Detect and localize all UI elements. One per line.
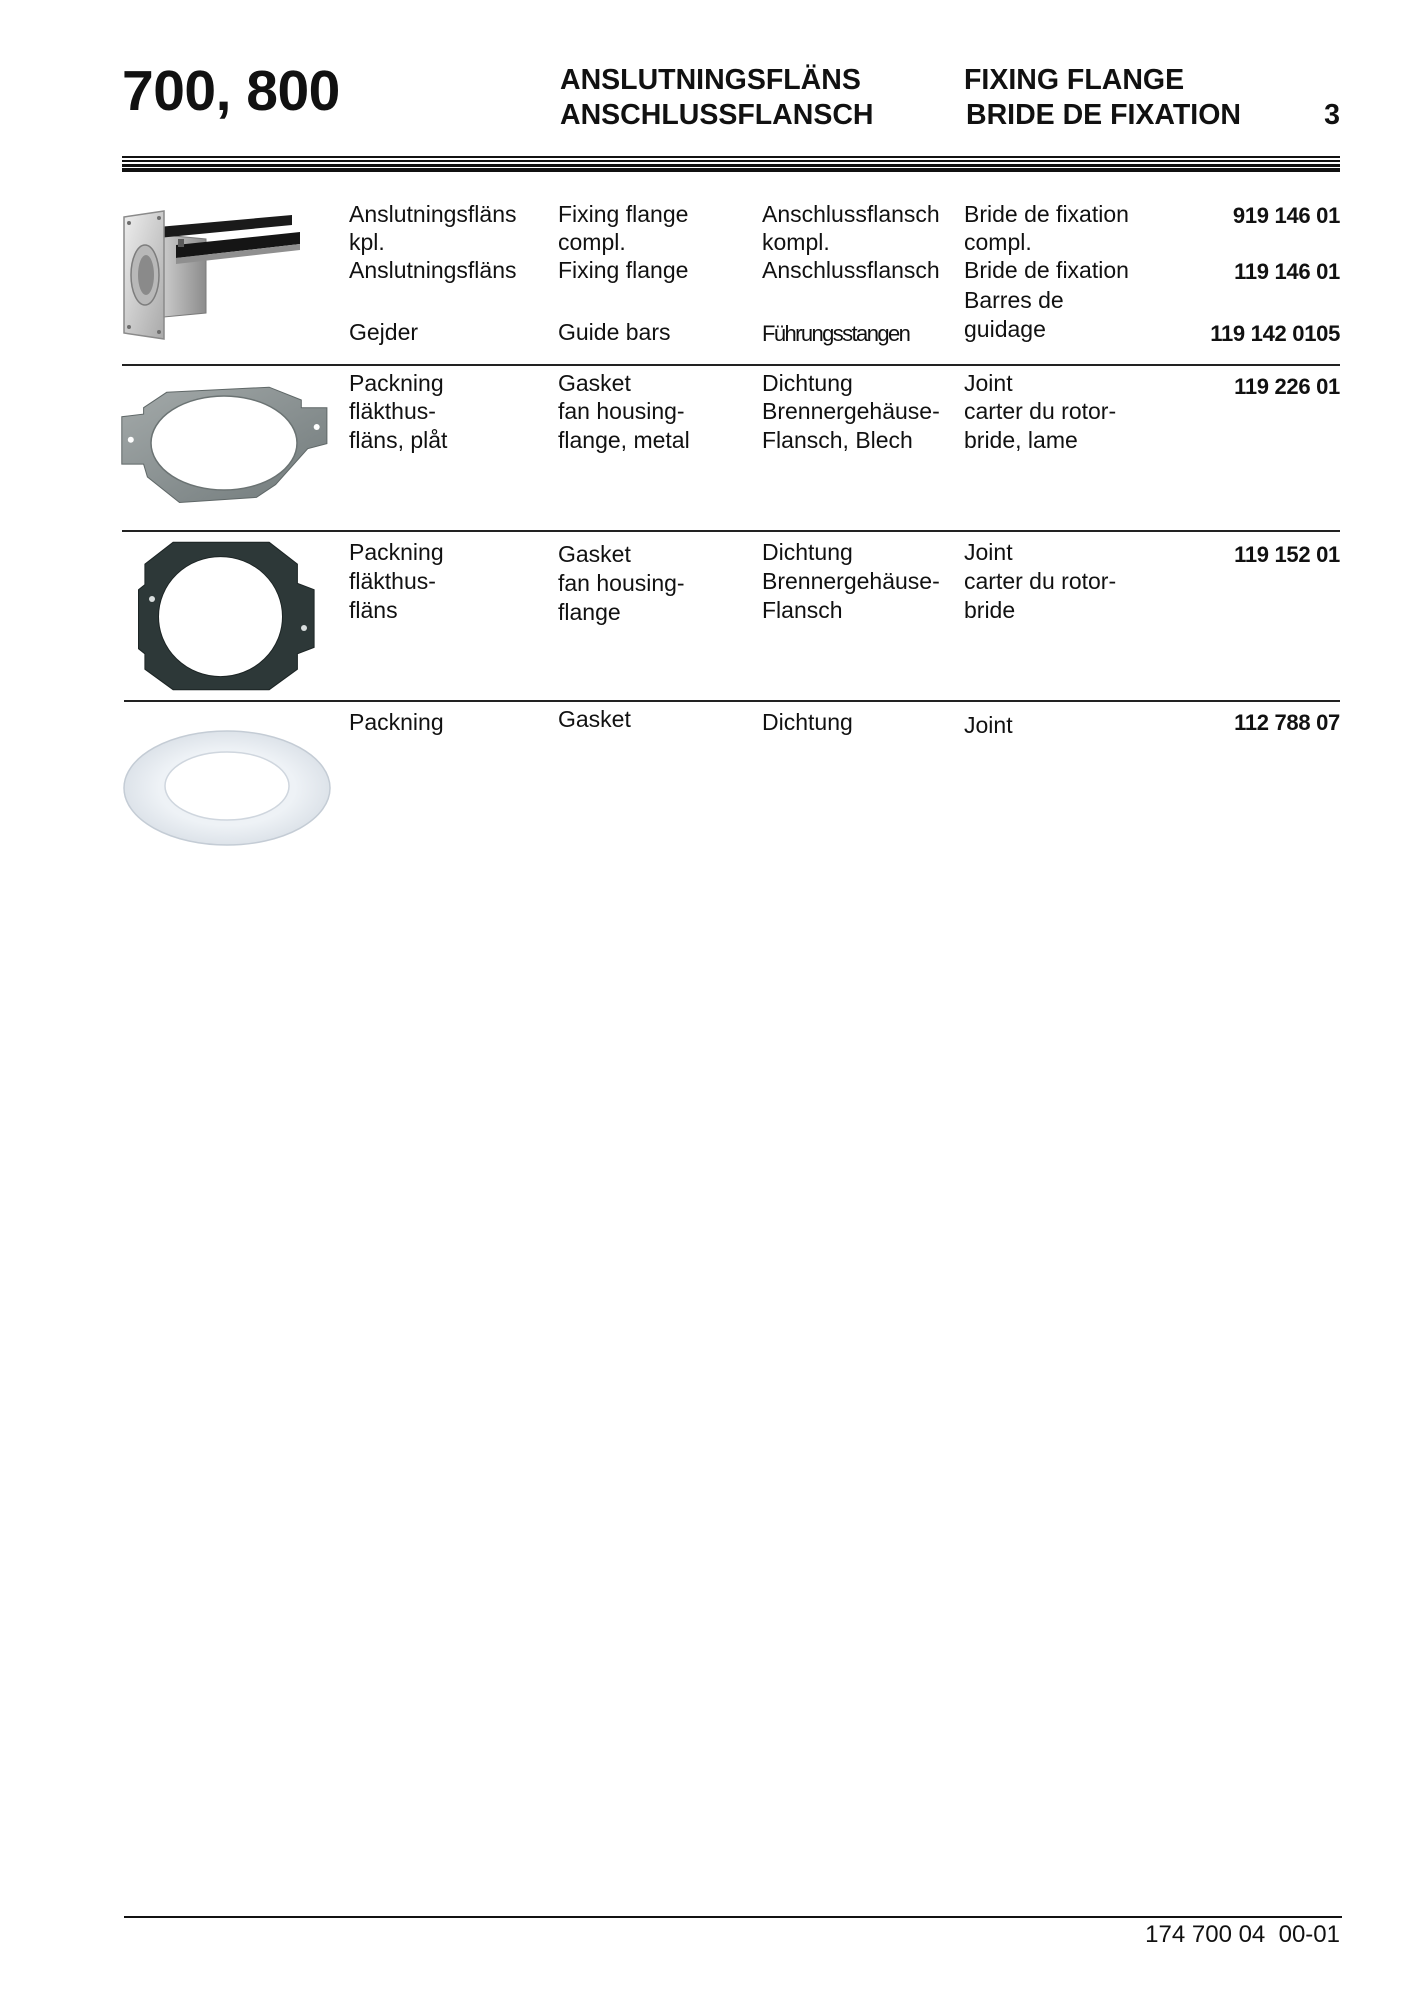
fan-housing-gasket-image <box>130 535 320 695</box>
description-english: flange, metal <box>558 427 690 453</box>
part-number: 119 146 01 <box>1234 259 1340 284</box>
part-number: 119 226 01 <box>1234 374 1340 399</box>
description-english: fan housing- <box>558 570 685 596</box>
description-french: Joint <box>964 370 1013 396</box>
part-number: 119 152 01 <box>1234 542 1340 567</box>
description-german: Flansch, Blech <box>762 427 913 453</box>
description-french: Bride de fixation <box>964 257 1129 283</box>
page-number: 3 <box>1324 99 1340 131</box>
row-divider <box>124 700 1340 702</box>
description-french: Barres de <box>964 287 1064 313</box>
description-english: Fixing flange <box>558 257 689 283</box>
description-french: carter du rotor- <box>964 398 1117 424</box>
description-french: Joint <box>964 539 1013 565</box>
description-swedish: fläkthus- <box>349 568 436 594</box>
header-rule-line <box>122 168 1340 172</box>
description-swedish: fläkthus- <box>349 398 436 424</box>
description-swedish: Anslutningsfläns <box>349 201 517 227</box>
description-german: Brennergehäuse- <box>762 398 940 424</box>
description-english: Gasket <box>558 541 631 567</box>
description-german: Anschlussflansch <box>762 201 940 227</box>
description-english: compl. <box>558 229 626 255</box>
description-english: flange <box>558 599 621 625</box>
description-german: Dichtung <box>762 539 853 565</box>
model-title: 700, 800 <box>122 59 340 123</box>
description-swedish: Anslutningsfläns <box>349 257 517 283</box>
description-german: Führungsstangen <box>762 321 910 346</box>
description-swedish: Packning <box>349 709 444 735</box>
title-swedish: ANSLUTNINGSFLÄNS <box>560 64 861 96</box>
title-english: FIXING FLANGE <box>964 64 1185 96</box>
description-german: Flansch <box>762 597 843 623</box>
description-french: bride <box>964 597 1016 623</box>
description-french: Bride de fixation <box>964 201 1129 227</box>
row-divider <box>122 530 1340 532</box>
description-swedish: fläns <box>349 597 398 623</box>
description-swedish: Packning <box>349 539 444 565</box>
description-swedish: Packning <box>349 370 444 396</box>
document-number: 174 700 04 00-01 <box>1145 1921 1340 1948</box>
fixing-flange-image <box>118 205 333 345</box>
title-german: ANSCHLUSSFLANSCH <box>560 99 874 131</box>
footer-rule <box>124 1916 1342 1918</box>
description-french: guidage <box>964 316 1046 342</box>
description-german: kompl. <box>762 229 830 255</box>
ring-gasket-image <box>120 728 335 850</box>
header-rule-line <box>122 164 1340 167</box>
description-english: Fixing flange <box>558 201 689 227</box>
row-divider <box>122 364 1340 366</box>
description-german: Dichtung <box>762 370 853 396</box>
part-number: 919 146 01 <box>1232 203 1340 228</box>
part-number: 112 788 07 <box>1234 710 1340 735</box>
metal-gasket-image <box>118 380 333 506</box>
description-english: Gasket <box>558 706 631 732</box>
description-english: Gasket <box>558 370 631 396</box>
description-english: Guide bars <box>558 319 671 345</box>
description-french: bride, lame <box>964 427 1078 453</box>
part-number: 119 142 0105 <box>1210 321 1340 346</box>
description-german: Anschlussflansch <box>762 257 940 283</box>
header-rule-line <box>122 156 1340 158</box>
header-rule-line <box>122 160 1340 162</box>
description-french: Joint <box>964 712 1013 738</box>
title-french: BRIDE DE FIXATION <box>966 99 1241 131</box>
description-german: Brennergehäuse- <box>762 568 940 594</box>
description-english: fan housing- <box>558 398 685 424</box>
description-german: Dichtung <box>762 709 853 735</box>
description-swedish: fläns, plåt <box>349 427 448 453</box>
description-swedish: kpl. <box>349 229 385 255</box>
description-french: carter du rotor- <box>964 568 1117 594</box>
description-french: compl. <box>964 229 1032 255</box>
description-swedish: Gejder <box>349 319 419 345</box>
